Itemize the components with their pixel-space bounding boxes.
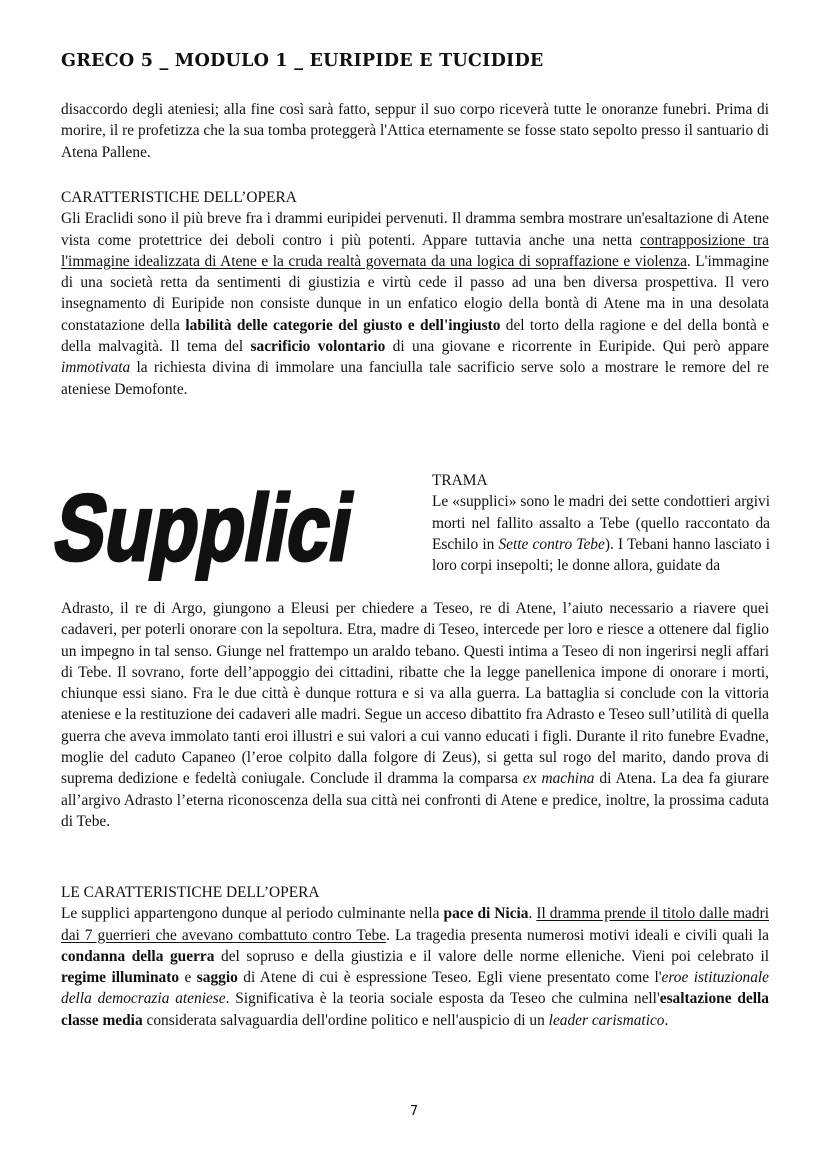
section-characteristics-supplici — [61, 882, 769, 1031]
bold-text: pace di Nicia — [443, 905, 529, 923]
bold-text: esaltazione della classe media — [61, 990, 769, 1029]
section-trama — [432, 470, 770, 576]
bold-text: sacrificio volontario — [250, 338, 386, 356]
section-title: LE CARATTERISTICHE DELL’OPERA — [61, 884, 320, 901]
italic-text: eroe istituzionale della democrazia ateniese — [61, 969, 770, 1008]
italic-text: leader carismatico — [548, 1011, 665, 1029]
section-paragraph: Le supplici appartengono dunque al periodo culminante nella pace di Nicia. Il dramma prende il titolo dalle madri dai 7 guerrieri che avevano combattuto contro Tebe. La tragedia presenta numerosi motivi ideali e civili quali la condanna della guerra del sopruso e della giustizia e il valore delle norme elleniche. Vieni poi celebrato il regime illuminato e saggio di Atene di cui è espressione Teseo. Egli viene presentato come l'eroe istituzionale della democrazia ateniese. Significativa è la teoria sociale esposta da Teseo che culmina nell'esaltazione della classe media considerata salvaguardia dell'ordine politico e nell'auspicio di un leader carismatico. — [61, 905, 770, 1029]
supplici-logo-graphic — [46, 475, 431, 586]
page-header-title: GRECO 5 _ MODULO 1 _ EURIPIDE E TUCIDIDE — [61, 50, 544, 71]
trama-paragraph-continued: Adrasto, il re di Argo, giungono a Eleusi per chiedere a Teseo, re di Atene, l’aiuto necessario a riavere quei cadaveri, per poterli onorare con la sepoltura. Etra, madre di Teseo, intercede per loro e riesce a ottenere dal figlio un impegno in tal senso. Giunge nel frattempo un araldo tebano. Questi intima a Teseo di non ingerirsi negli affari di Tebe. Il sovrano, forte dell’appoggio dei cittadini, ribatte che la legge panellenica impone di onorare i morti, chiunque essi siano. Fra le due città è dunque rottura e si va alla guerra. La battaglia si conclude con la vittoria ateniese e la restituzione dei cadaveri alle madri. Segue un acceso dibattito fra Adrasto e Teseo sull’utilità di quella guerra che aveva immolato tanti eroi illustri e sui valori a cui vanno educati i figli. Durante il rito funebre Evadne, moglie del caduto Capaneo (l’eroe colpito dalla folgore di Zeus), si getta sul rogo del marito, dando prova di suprema dedizione e fedeltà coniugale. Conclude il dramma la comparsa ex machina di Atena. La dea fa giurare all’argivo Adrasto l’eterna riconoscenza della sua città nei confronti di Atene e predice, inoltre, la prossima caduta di Tebe. — [61, 600, 770, 830]
section-title: TRAMA — [432, 472, 488, 489]
section-paragraph: Gli Eraclidi sono il più breve fra i drammi euripidei pervenuti. Il dramma sembra mostrare un'esaltazione di Atene vista come protettrice dei deboli contro i più potenti. Appare tuttavia anche una netta contrapposizione tra l'immagine idealizzata di Atene e la cruda realtà governata da una logica di sopraffazione e violenza. L'immagine di una società retta da sentimenti di giustizia e virtù cede il passo ad una ben diversa prospettiva. Il vero insegnamento di Euripide non consiste dunque in un enfatico elogio della bontà di Atene ma in una desolata constatazione della labilità delle categorie del giusto e dell'ingiusto del torto della ragione e del della bontà e della malvagità. Il tema del sacrificio volontario di una giovane e ricorrente in Euripide. Qui però appare immotivata la richiesta divina di immolare una fanciulla tale sacrificio serve solo a mostrare le remore del re ateniese Demofonte. — [61, 210, 770, 398]
italic-text: ex machina — [522, 770, 595, 788]
intro-paragraph: disaccordo degli ateniesi; alla fine così sarà fatto, seppur il suo corpo riceverà tutte le onoranze funebri. Prima di morire, il re profetizza che la sua tomba proteggerà l'Attica eternamente se fosse stato sepolto presso il santuario di Atena Pallene. — [61, 101, 769, 161]
bold-text: condanna della guerra — [61, 947, 215, 965]
underlined-text: contrapposizione tra l'immagine idealizzata di Atene e la cruda realtà governata da una logica di sopraffazione e violenza — [61, 231, 770, 270]
italic-text: Sette contro Tebe — [498, 535, 605, 553]
section-title: CARATTERISTICHE DELL’OPERA — [61, 189, 297, 206]
logo-text: Supplici — [46, 475, 431, 581]
italic-text: immotivata — [61, 359, 131, 377]
bold-text: saggio — [196, 969, 238, 987]
underlined-text: Il dramma prende il titolo dalle madri dai 7 guerrieri che avevano combattuto contro Tebe — [61, 905, 769, 944]
section-characteristics-eraclidi — [61, 187, 769, 400]
page-number: 7 — [409, 1104, 419, 1119]
bold-text: labilità delle categorie del giusto e dell'ingiusto — [185, 316, 501, 334]
supplici-logo — [46, 475, 431, 586]
trama-paragraph-start: Le «supplici» sono le madri dei sette condottieri argivi morti nel fallito assalto a Tebe (quello raccontato da Eschilo in Sette contro Tebe). I Tebani hanno lasciato i loro corpi insepolti; le donne allora, guidate da — [432, 493, 770, 575]
bold-text: regime illuminato — [61, 969, 180, 987]
